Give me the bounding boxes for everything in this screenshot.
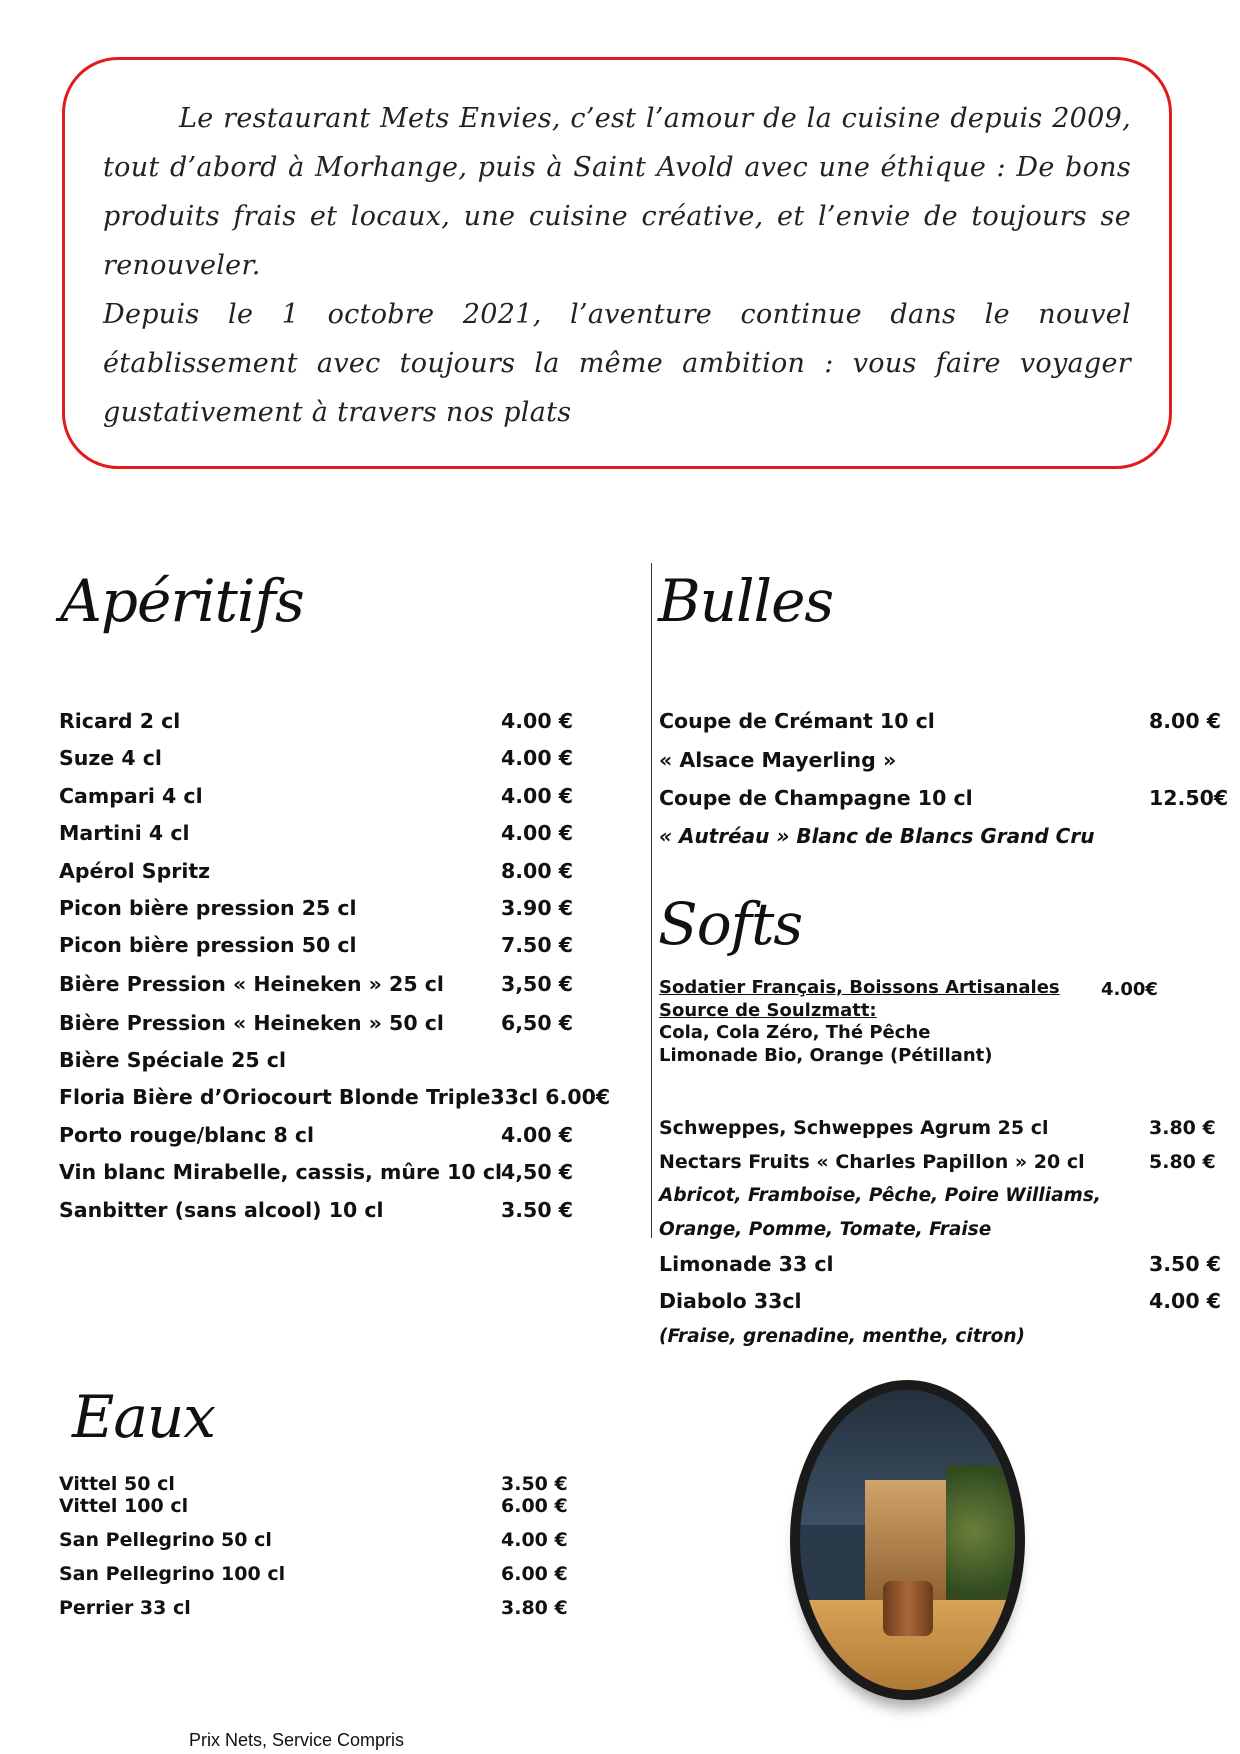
- softs-note-3: (Fraise, grenadine, menthe, citron): [659, 1326, 1026, 1347]
- softs-line-1: Cola, Cola Zéro, Thé Pêche: [659, 1022, 931, 1043]
- intro-paragraph-1: Le restaurant Mets Envies, c’est l’amour de la cuisine depuis 2009, tout d’abord à Morhange, puis à Saint Avold avec une éthique : De bons produits frais et locaux, une cuisine créative, et l’envie de toujours se renouveler.: [103, 103, 1131, 281]
- softs-line-2: Limonade Bio, Orange (Pétillant): [659, 1044, 993, 1066]
- intro-box: [62, 57, 1172, 469]
- softs-header-2: Source de Soulzmatt:: [659, 999, 877, 1021]
- restaurant-interior-photo: [790, 1380, 1025, 1700]
- bulles-title: Bulles: [658, 567, 834, 635]
- softs-note-1: Abricot, Framboise, Pêche, Poire Williams,: [659, 1185, 1101, 1206]
- eaux-title: Eaux: [72, 1383, 215, 1451]
- column-divider: [651, 563, 652, 1238]
- softs-note-2: Orange, Pomme, Tomate, Fraise: [659, 1219, 992, 1240]
- softs-artisanal-block: [659, 977, 1060, 1067]
- softs-header-price: 4.00€: [1101, 979, 1158, 1000]
- footer-note: Prix Nets, Service Compris: [189, 1730, 405, 1750]
- intro-paragraph-2: Depuis le 1 octobre 2021, l’aventure continue dans le nouvel établissement avec toujours la même ambition : vous faire voyager gustativement à travers nos plats: [103, 299, 1131, 428]
- bulles-note: « Autréau » Blanc de Blancs Grand Cru: [659, 824, 1095, 848]
- aperitifs-title: Apéritifs: [60, 567, 304, 635]
- softs-title: Softs: [658, 890, 803, 958]
- softs-header-1: Sodatier Français, Boissons Artisanales: [659, 977, 1060, 998]
